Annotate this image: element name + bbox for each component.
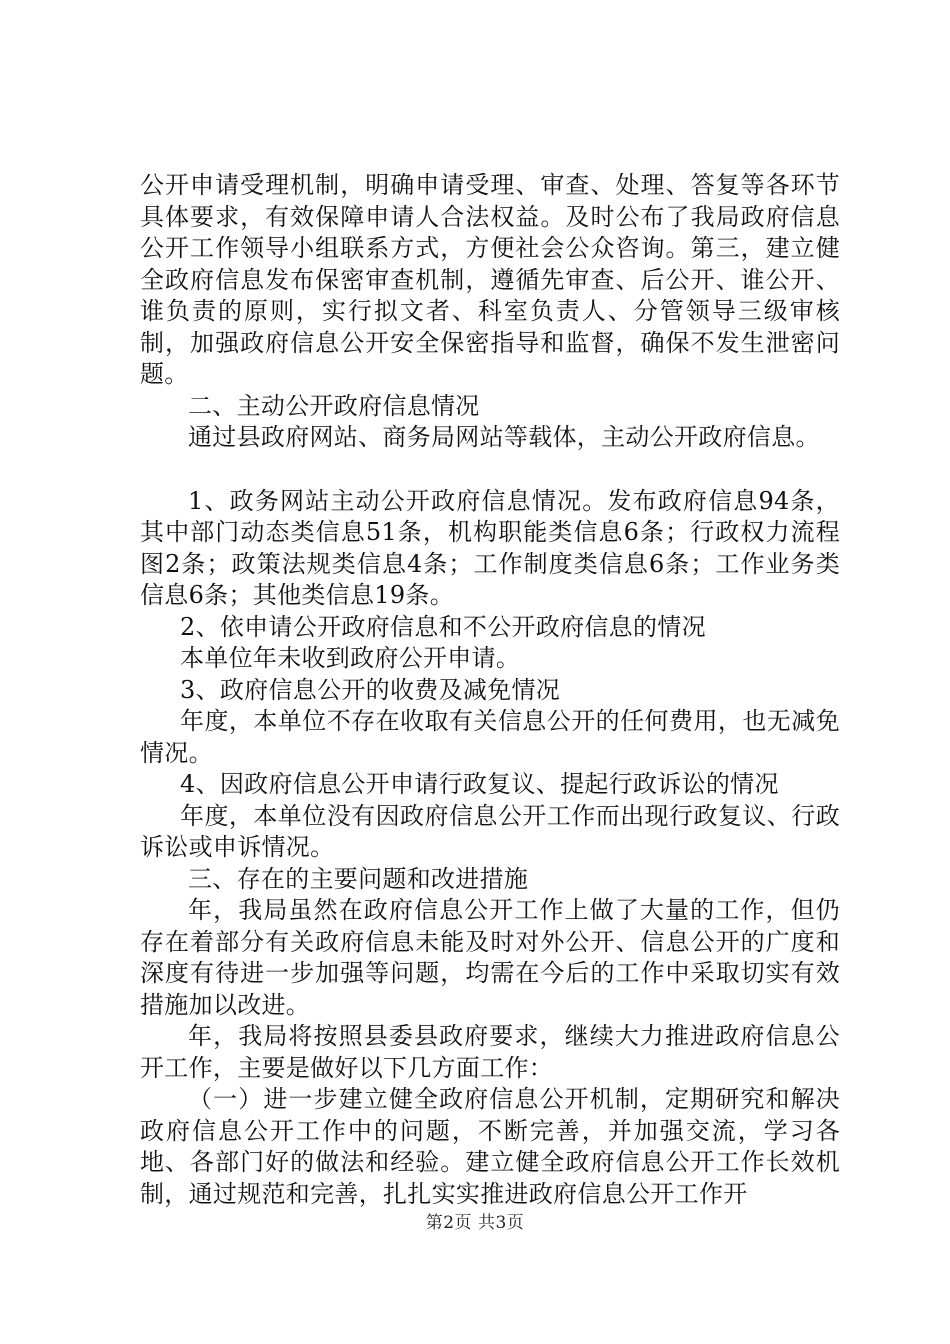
paragraph-item-3-heading: 3、政府信息公开的收费及减免情况 xyxy=(180,675,561,704)
paragraph-item-4-body: 年度，本单位没有因政府信息公开工作而出现行政复议、行政诉讼或申诉情况。 xyxy=(140,801,840,861)
paragraph-proactive-disclosure: 通过县政府网站、商务局网站等载体，主动公开政府信息。 xyxy=(188,423,820,451)
paragraph-item-4-heading: 4、因政府信息公开申请行政复议、提起行政诉讼的情况 xyxy=(180,770,779,798)
document-body xyxy=(140,170,840,1210)
paragraph-continuation: 公开申请受理机制，明确申请受理、审查、处理、答复等各环节具体要求，有效保障申请人合法权益。及时公布了我局政府信息公开工作领导小组联系方式，方便社会公众咨询。第三，建立健全政府信息发布保密审查机制，遵循先审查、后公开、谁公开、谁负责的原则，实行拟文者、科室负责人、分管领导三级审核制，加强政府信息公开安全保密指导和监督，确保不发生泄密问题。 xyxy=(140,171,840,388)
paragraph-problems: 年，我局虽然在政府信息公开工作上做了大量的工作，但仍存在着部分有关政府信息未能及时对外公开、信息公开的广度和深度有待进一步加强等问题，均需在今后的工作中采取切实有效措施加以改进。 xyxy=(140,896,840,1019)
page-number-footer: 第2页 共3页 xyxy=(425,1213,525,1233)
section-heading-3: 三、存在的主要问题和改进措施 xyxy=(188,864,529,893)
section-heading-2: 二、主动公开政府信息情况 xyxy=(188,391,480,420)
paragraph-item-2-heading: 2、依申请公开政府信息和不公开政府信息的情况 xyxy=(180,612,706,641)
paragraph-plans: 年，我局将按照县委县政府要求，继续大力推进政府信息公开工作，主要是做好以下几方面工作： xyxy=(140,1022,840,1082)
paragraph-item-3-body: 年度，本单位不存在收取有关信息公开的任何费用，也无减免情况。 xyxy=(140,707,840,767)
paragraph-item-2-body: 本单位年未收到政府公开申请。 xyxy=(180,644,521,672)
paragraph-item-1: 1、政务网站主动公开政府信息情况。发布政府信息94条，其中部门动态类信息51条，机构职能类信息6条；行政权力流程图2条；政策法规类信息4条；工作制度类信息6条；工作业务类信息6条；其他类信息19条。 xyxy=(140,486,840,609)
paragraph-measure-1: （一）进一步建立健全政府信息公开机制，定期研究和解决政府信息公开工作中的问题，不断完善，并加强交流，学习各地、各部门好的做法和经验。建立健全政府信息公开工作长效机制，通过规范和完善，扎扎实实推进政府信息公开工作开 xyxy=(140,1085,840,1208)
